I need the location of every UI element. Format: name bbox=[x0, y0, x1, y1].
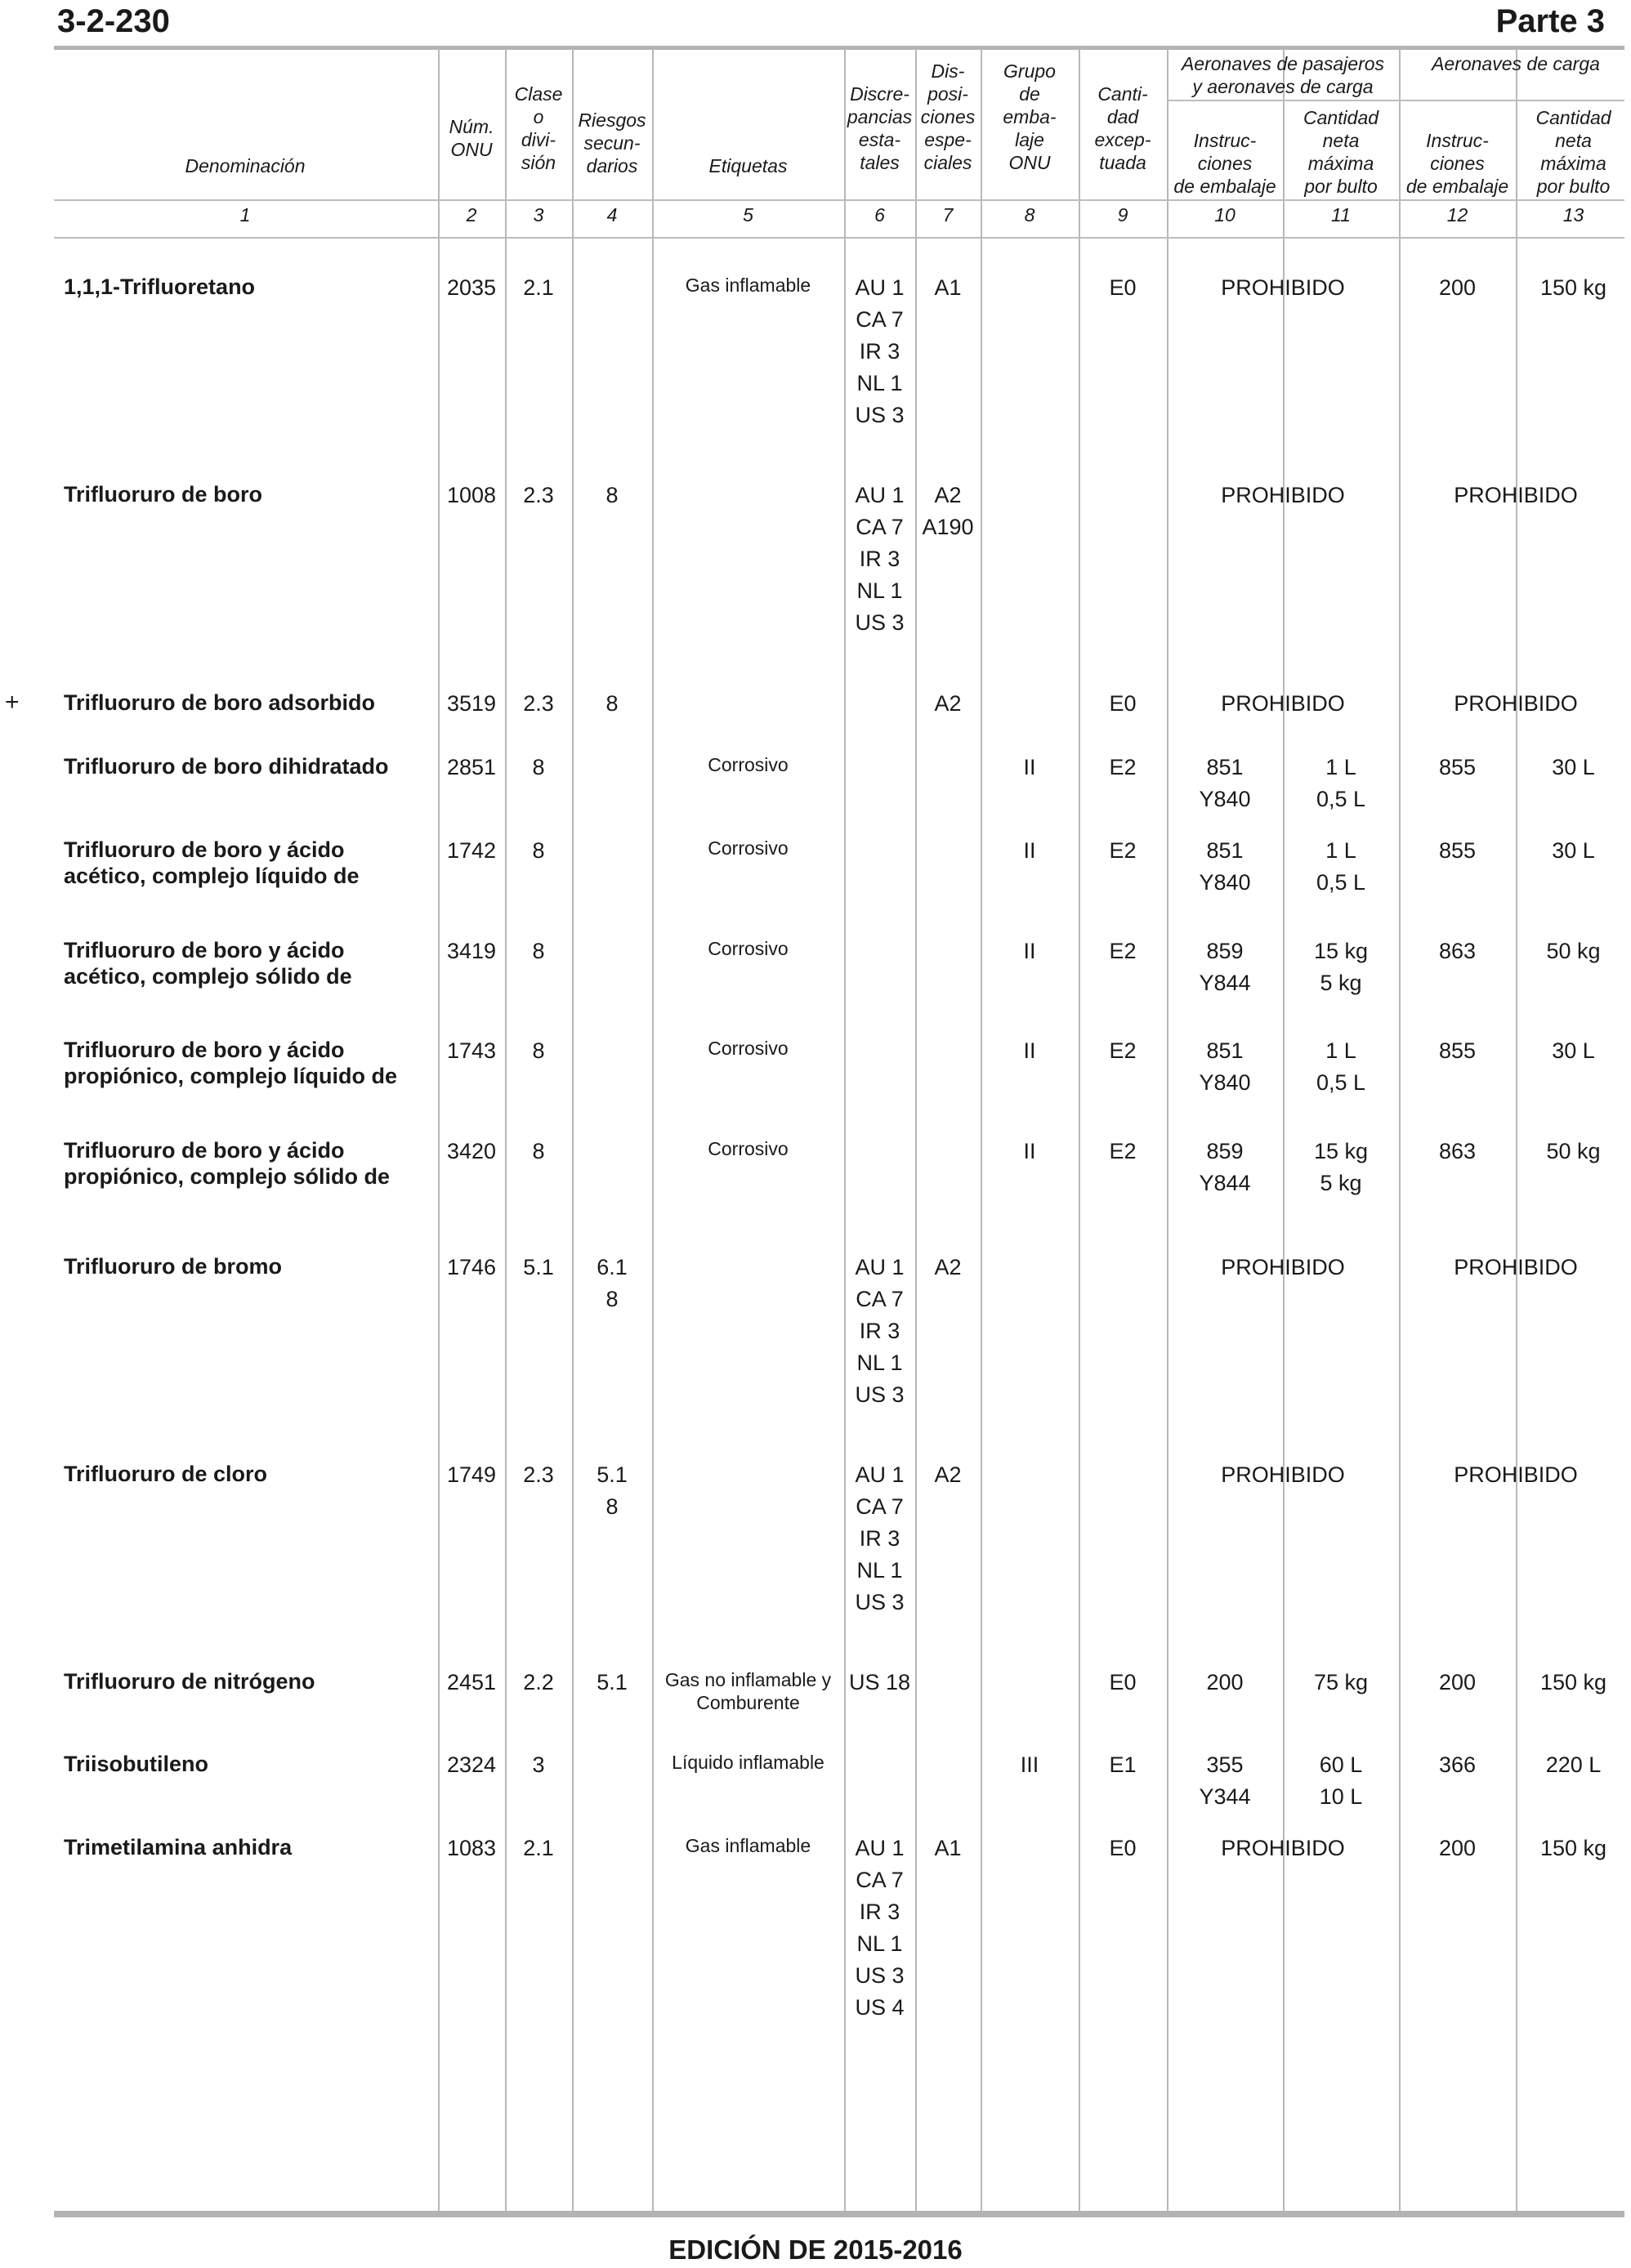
row-packing-group: III bbox=[1020, 1752, 1039, 1777]
column-number: 13 bbox=[1562, 204, 1584, 225]
row-class: 8 bbox=[532, 939, 545, 963]
column-divider bbox=[1516, 49, 1517, 2211]
row-special-provisions: A2 bbox=[934, 691, 962, 716]
row-class: 2.3 bbox=[523, 691, 554, 716]
column-number: 8 bbox=[1024, 204, 1035, 225]
row-cargo-max-quantity: 30 L bbox=[1552, 1038, 1595, 1063]
row-un-number: 1083 bbox=[446, 1836, 497, 1860]
row-cargo-max-quantity: 50 kg bbox=[1546, 1139, 1601, 1163]
row-denominacion: Trimetilamina anhidra bbox=[64, 1835, 293, 1859]
row-excepted-quantity: E2 bbox=[1109, 755, 1137, 779]
row-denominacion: Trifluoruro de boro y ácido acético, complejo sólido de bbox=[64, 938, 352, 989]
row-cargo-max-quantity: 150 kg bbox=[1539, 1670, 1607, 1694]
column-number: 3 bbox=[533, 204, 544, 225]
header-bottom-line bbox=[54, 237, 1624, 239]
row-label: Corrosivo bbox=[708, 938, 789, 959]
row-pax-instructions: 355 Y344 bbox=[1199, 1752, 1251, 1809]
column-divider bbox=[1079, 49, 1080, 2211]
row-pax-prohibited: PROHIBIDO bbox=[1221, 275, 1345, 300]
column-divider bbox=[438, 49, 440, 2211]
row-cargo-max-quantity: 220 L bbox=[1545, 1752, 1602, 1777]
column-number: 10 bbox=[1214, 204, 1236, 225]
row-un-number: 1749 bbox=[446, 1462, 497, 1487]
column-number: 9 bbox=[1117, 204, 1128, 225]
row-excepted-quantity: E2 bbox=[1109, 939, 1137, 963]
row-special-provisions: A1 bbox=[934, 275, 962, 300]
row-state-variations: AU 1 CA 7 IR 3 NL 1 US 3 US 4 bbox=[855, 1836, 905, 2020]
row-special-provisions: A1 bbox=[934, 1836, 962, 1860]
column-divider bbox=[1283, 49, 1285, 2211]
row-special-provisions: A2 bbox=[934, 1462, 962, 1487]
row-cargo-instructions: 366 bbox=[1438, 1752, 1477, 1777]
column-divider bbox=[505, 49, 507, 2211]
row-pax-max-quantity: 1 L 0,5 L bbox=[1316, 1038, 1366, 1095]
row-un-number: 1746 bbox=[446, 1255, 497, 1279]
column-number: 12 bbox=[1446, 204, 1468, 225]
row-state-variations: AU 1 CA 7 IR 3 NL 1 US 3 bbox=[855, 483, 905, 635]
row-pax-instructions: 859 Y844 bbox=[1199, 939, 1251, 995]
row-class: 8 bbox=[532, 838, 545, 863]
column-number: 11 bbox=[1331, 204, 1351, 225]
row-class: 5.1 bbox=[523, 1255, 554, 1279]
header-disposiciones: Dis- posi- ciones espe- ciales bbox=[920, 60, 976, 173]
row-cargo-max-quantity: 50 kg bbox=[1546, 939, 1601, 963]
row-label: Corrosivo bbox=[708, 1038, 789, 1059]
top-rule bbox=[54, 46, 1624, 50]
row-class: 8 bbox=[532, 1038, 545, 1063]
column-divider bbox=[1167, 49, 1169, 2211]
row-denominacion: Trifluoruro de boro bbox=[64, 482, 262, 507]
row-denominacion: 1,1,1-Trifluoretano bbox=[64, 275, 256, 299]
row-excepted-quantity: E2 bbox=[1109, 1038, 1137, 1063]
row-class: 2.2 bbox=[523, 1670, 554, 1694]
page-number: 3-2-230 bbox=[57, 3, 170, 39]
row-pax-instructions: 200 bbox=[1206, 1670, 1244, 1694]
row-excepted-quantity: E1 bbox=[1109, 1752, 1137, 1777]
header-instrucciones-pax: Instruc- ciones de embalaje bbox=[1173, 130, 1276, 197]
row-label: Corrosivo bbox=[708, 754, 789, 775]
row-label: Gas inflamable bbox=[685, 275, 811, 296]
header-grupo: Grupo de emba- laje ONU bbox=[1003, 60, 1057, 173]
row-state-variations: AU 1 CA 7 IR 3 NL 1 US 3 bbox=[855, 275, 905, 427]
row-cargo-max-quantity: 30 L bbox=[1552, 838, 1595, 863]
row-class: 2.1 bbox=[523, 1836, 554, 1860]
row-un-number: 3420 bbox=[446, 1139, 497, 1163]
header-carga-group: Aeronaves de carga bbox=[1432, 53, 1600, 74]
row-pax-instructions: 851 Y840 bbox=[1199, 838, 1251, 895]
row-special-provisions: A2 bbox=[934, 1255, 962, 1279]
header-cantidad-exceptuada: Canti- dad excep- tuada bbox=[1094, 83, 1151, 173]
column-number: 2 bbox=[466, 204, 477, 225]
row-excepted-quantity: E0 bbox=[1109, 1670, 1137, 1694]
row-cargo-prohibited: PROHIBIDO bbox=[1454, 691, 1578, 716]
column-divider bbox=[1399, 49, 1401, 2211]
row-class: 2.3 bbox=[523, 1462, 554, 1487]
row-pax-prohibited: PROHIBIDO bbox=[1221, 691, 1345, 716]
column-divider bbox=[915, 49, 917, 2211]
row-pax-instructions: 851 Y840 bbox=[1199, 1038, 1251, 1095]
header-cantidad-neta-cargo: Cantidad neta máxima por bulto bbox=[1535, 107, 1611, 197]
row-cargo-instructions: 200 bbox=[1438, 1836, 1477, 1860]
row-excepted-quantity: E0 bbox=[1109, 691, 1137, 716]
row-special-provisions: A2 A190 bbox=[922, 483, 974, 539]
bottom-rule bbox=[54, 2211, 1624, 2217]
header-denominacion: Denominación bbox=[185, 155, 306, 176]
row-denominacion: Trifluoruro de boro y ácido propiónico, complejo sólido de bbox=[64, 1138, 391, 1189]
row-excepted-quantity: E2 bbox=[1109, 838, 1137, 863]
row-packing-group: II bbox=[1023, 1038, 1036, 1063]
row-packing-group: II bbox=[1023, 1139, 1036, 1163]
row-class: 2.3 bbox=[523, 483, 554, 507]
row-cargo-instructions: 855 bbox=[1438, 755, 1477, 779]
row-pax-instructions: 859 Y844 bbox=[1199, 1139, 1251, 1195]
row-denominacion: Trifluoruro de boro dihidratado bbox=[64, 754, 389, 779]
row-pax-max-quantity: 75 kg bbox=[1313, 1670, 1369, 1694]
row-cargo-instructions: 863 bbox=[1438, 939, 1477, 963]
row-pax-prohibited: PROHIBIDO bbox=[1221, 1462, 1345, 1487]
row-denominacion: Trifluoruro de boro y ácido acético, complejo líquido de bbox=[64, 837, 360, 888]
column-number: 6 bbox=[874, 204, 885, 225]
row-pax-instructions: 851 Y840 bbox=[1199, 755, 1251, 811]
header-instrucciones-cargo: Instruc- ciones de embalaje bbox=[1405, 130, 1509, 197]
row-un-number: 2851 bbox=[446, 755, 497, 779]
row-state-variations: AU 1 CA 7 IR 3 NL 1 US 3 bbox=[855, 1462, 905, 1614]
row-label: Líquido inflamable bbox=[672, 1752, 824, 1773]
row-class: 2.1 bbox=[523, 275, 554, 300]
row-excepted-quantity: E2 bbox=[1109, 1139, 1137, 1163]
column-divider bbox=[652, 49, 654, 2211]
row-cargo-prohibited: PROHIBIDO bbox=[1454, 483, 1578, 507]
row-label: Corrosivo bbox=[708, 1138, 789, 1159]
row-cargo-max-quantity: 30 L bbox=[1552, 755, 1595, 779]
row-subsidiary-risk: 5.1 bbox=[597, 1670, 628, 1694]
row-class: 8 bbox=[532, 755, 545, 779]
row-label: Gas no inflamable y Comburente bbox=[664, 1669, 832, 1713]
row-packing-group: II bbox=[1023, 939, 1036, 963]
row-cargo-prohibited: PROHIBIDO bbox=[1454, 1462, 1578, 1487]
column-number: 4 bbox=[606, 204, 618, 225]
row-packing-group: II bbox=[1023, 838, 1036, 863]
row-un-number: 3519 bbox=[446, 691, 497, 716]
row-un-number: 2035 bbox=[446, 275, 497, 300]
header-number-row-line bbox=[54, 199, 1624, 201]
row-un-number: 1008 bbox=[446, 483, 497, 507]
header-discrepancias: Discre- pancias esta- tales bbox=[847, 83, 913, 173]
row-un-number: 1743 bbox=[446, 1038, 497, 1063]
header-cantidad-neta-pax: Cantidad neta máxima por bulto bbox=[1303, 107, 1379, 197]
row-denominacion: Trifluoruro de nitrógeno bbox=[64, 1669, 315, 1694]
column-divider bbox=[981, 49, 982, 2211]
row-pax-prohibited: PROHIBIDO bbox=[1221, 483, 1345, 507]
header-pasajeros-group: Aeronaves de pasajeros y aeronaves de carga bbox=[1181, 53, 1385, 97]
row-denominacion: Trifluoruro de cloro bbox=[64, 1462, 268, 1486]
row-pax-prohibited: PROHIBIDO bbox=[1221, 1255, 1345, 1279]
row-cargo-instructions: 200 bbox=[1438, 275, 1477, 300]
row-change-marker: + bbox=[5, 689, 20, 716]
header-num-onu: Núm. ONU bbox=[449, 116, 494, 160]
row-state-variations: AU 1 CA 7 IR 3 NL 1 US 3 bbox=[855, 1255, 905, 1407]
row-cargo-instructions: 855 bbox=[1438, 838, 1477, 863]
column-number: 1 bbox=[239, 204, 251, 225]
header-clase: Clase o divi- sión bbox=[514, 83, 563, 173]
part-label: Parte 3 bbox=[1495, 3, 1605, 39]
row-denominacion: Trifluoruro de boro adsorbido bbox=[64, 690, 375, 715]
row-label: Corrosivo bbox=[708, 837, 789, 859]
column-number: 7 bbox=[942, 204, 954, 225]
row-cargo-instructions: 200 bbox=[1438, 1670, 1477, 1694]
row-state-variations: US 18 bbox=[848, 1670, 911, 1694]
row-label: Gas inflamable bbox=[685, 1835, 811, 1856]
row-un-number: 1742 bbox=[446, 838, 497, 863]
row-pax-max-quantity: 15 kg 5 kg bbox=[1313, 1139, 1369, 1195]
row-class: 3 bbox=[532, 1752, 545, 1777]
row-un-number: 2451 bbox=[446, 1670, 497, 1694]
row-subsidiary-risk: 5.1 8 bbox=[597, 1462, 628, 1519]
header-group-divider bbox=[1167, 100, 1624, 101]
row-un-number: 2324 bbox=[446, 1752, 497, 1777]
row-subsidiary-risk: 8 bbox=[605, 483, 619, 507]
row-subsidiary-risk: 8 bbox=[605, 691, 619, 716]
row-pax-max-quantity: 60 L 10 L bbox=[1319, 1752, 1363, 1809]
row-denominacion: Triisobutileno bbox=[64, 1752, 209, 1776]
row-cargo-max-quantity: 150 kg bbox=[1539, 1836, 1607, 1860]
row-pax-max-quantity: 1 L 0,5 L bbox=[1316, 838, 1366, 895]
header-riesgos: Riesgos secun- darios bbox=[578, 109, 646, 176]
row-denominacion: Trifluoruro de boro y ácido propiónico, complejo líquido de bbox=[64, 1038, 397, 1088]
header-etiquetas: Etiquetas bbox=[708, 155, 788, 176]
row-pax-max-quantity: 15 kg 5 kg bbox=[1313, 939, 1369, 995]
row-cargo-prohibited: PROHIBIDO bbox=[1454, 1255, 1578, 1279]
row-pax-prohibited: PROHIBIDO bbox=[1221, 1836, 1345, 1860]
row-subsidiary-risk: 6.1 8 bbox=[597, 1255, 628, 1311]
row-pax-max-quantity: 1 L 0,5 L bbox=[1316, 755, 1366, 811]
row-excepted-quantity: E0 bbox=[1109, 1836, 1137, 1860]
row-class: 8 bbox=[532, 1139, 545, 1163]
footer-edition: EDICIÓN DE 2015-2016 bbox=[668, 2235, 963, 2265]
row-cargo-instructions: 863 bbox=[1438, 1139, 1477, 1163]
column-divider bbox=[572, 49, 574, 2211]
row-cargo-instructions: 855 bbox=[1438, 1038, 1477, 1063]
row-packing-group: II bbox=[1023, 755, 1036, 779]
row-excepted-quantity: E0 bbox=[1109, 275, 1137, 300]
row-cargo-max-quantity: 150 kg bbox=[1539, 275, 1607, 300]
column-number: 5 bbox=[743, 204, 753, 225]
row-un-number: 3419 bbox=[446, 939, 497, 963]
row-denominacion: Trifluoruro de bromo bbox=[64, 1254, 282, 1279]
